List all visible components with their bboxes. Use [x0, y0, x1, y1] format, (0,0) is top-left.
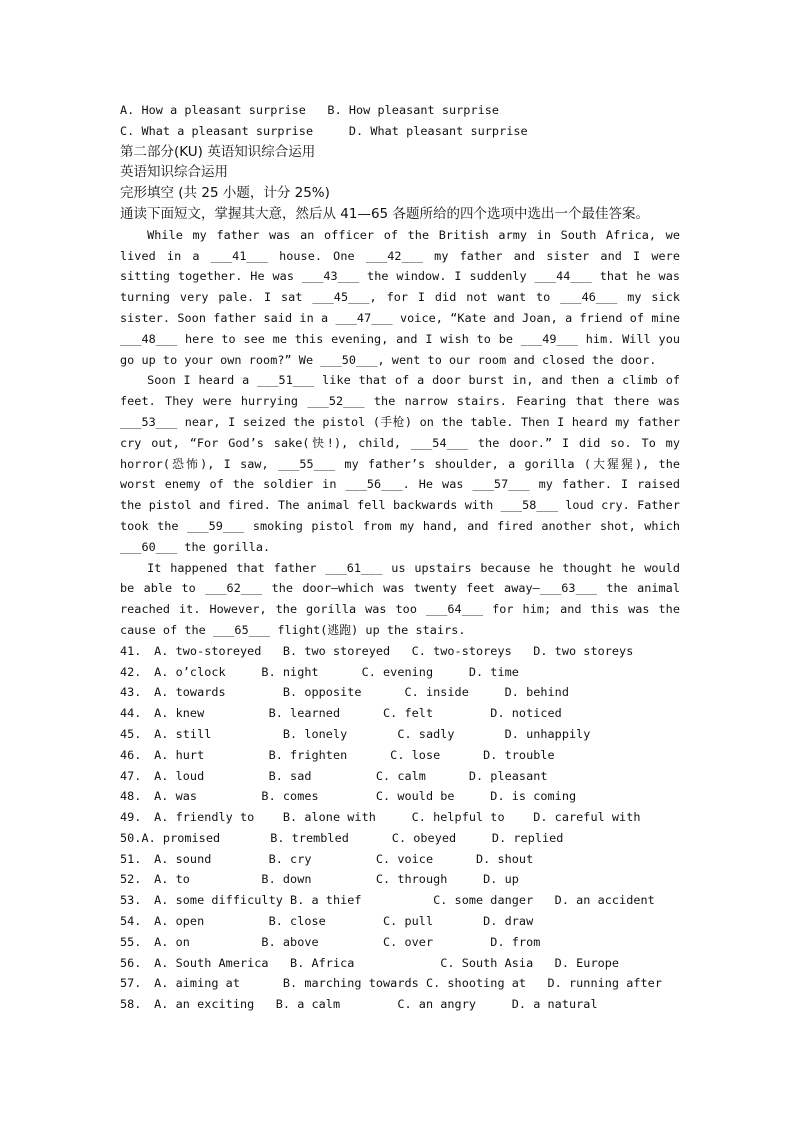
question-row [120, 973, 680, 994]
question-row [120, 641, 680, 662]
question-options: A. to B. down C. through D. up [147, 872, 519, 887]
question-number: 55. [120, 934, 142, 949]
question-options: A. aiming at B. marching towards C. shooting at D. running after [147, 976, 662, 991]
question-row [120, 994, 680, 1015]
exam-page [120, 100, 680, 1015]
question-row [120, 766, 680, 787]
question-number: 45. [120, 726, 142, 741]
passage-paragraph-3: It happened that father ___61___ us upstairs because he thought he would be able to ___62___ the door—which was twenty feet away—___63___ the animal reached it. However, the gorilla was too ___64___ for him; and this was the cause of the ___65___ flight(逃跑) up the stairs. [120, 560, 680, 637]
question-row [120, 724, 680, 745]
cloze-header: 完形填空 (共 25 小题，计分 25%) [120, 185, 330, 202]
question-number: 41. [120, 643, 142, 658]
question-row [120, 890, 680, 911]
question-number: 54. [120, 914, 142, 929]
question-row [120, 703, 680, 724]
question-row [120, 849, 680, 870]
question-row [120, 932, 680, 953]
question-row [120, 869, 680, 890]
question-row [120, 807, 680, 828]
question-row [120, 828, 680, 849]
question-number: 46. [120, 747, 142, 762]
question-number: 49. [120, 810, 142, 825]
section-subtitle: 英语知识综合运用 [120, 164, 228, 181]
top-options-line-1: A. How a pleasant surprise B. How pleasant surprise [120, 103, 500, 117]
question-options: A. hurt B. frighten C. lose D. trouble [147, 747, 555, 762]
question-options: A. promised B. trembled C. obeyed D. replied [141, 830, 564, 845]
passage-paragraph-2: Soon I heard a ___51___ like that of a door burst in, and then a climb of feet. They were hurrying ___52___ the narrow stairs. Fearing that there was ___53___ near, I seized the pistol (手枪) on the table. Then I heard my father cry out, “For God’s sake(快!), child, ___54___ the door.” I did so. To my horror(恐怖), I saw, ___55___ my father’s shoulder, a gorilla (大猩猩), the worst enemy of the soldier in ___56___. He was ___57___ my father. I raised the pistol and fired. The animal fell backwards with ___58___ loud cry. Father took the ___59___ smoking pistol from my hand, and fired another shot, which ___60___ the gorilla. [120, 373, 680, 554]
question-options: A. was B. comes C. would be D. is coming [147, 789, 577, 804]
question-options: A. still B. lonely C. sadly D. unhappily [147, 726, 591, 741]
question-row [120, 662, 680, 683]
question-options: A. South America B. Africa C. South Asia D. Europe [147, 955, 620, 970]
question-options: A. an exciting B. a calm C. an angry D. a natural [147, 997, 598, 1012]
question-options: A. knew B. learned C. felt D. noticed [147, 706, 562, 721]
question-number: 56. [120, 955, 142, 970]
question-options: A. sound B. cry C. voice D. shout [147, 851, 534, 866]
question-number: 57. [120, 976, 142, 991]
question-row [120, 953, 680, 974]
question-options: A. some difficulty B. a thief C. some danger D. an accident [147, 893, 655, 908]
question-number: 43. [120, 685, 142, 700]
question-number: 52. [120, 872, 142, 887]
question-number: 50. [120, 830, 142, 845]
question-row [120, 786, 680, 807]
question-options: A. open B. close C. pull D. draw [147, 914, 534, 929]
question-options: A. on B. above C. over D. from [147, 934, 541, 949]
question-number: 47. [120, 768, 142, 783]
question-row [120, 682, 680, 703]
question-list [120, 641, 680, 1015]
top-options-line-2: C. What a pleasant surprise D. What pleasant surprise [120, 123, 528, 138]
instruction: 通读下面短文，掌握其大意，然后从 41—65 各题所给的四个选项中选出一个最佳答案。 [120, 205, 649, 222]
question-options: A. towards B. opposite C. inside D. behind [147, 685, 569, 700]
question-row [120, 911, 680, 932]
section-title: 第二部分(KU) 英语知识综合运用 [120, 143, 316, 160]
question-number: 42. [120, 664, 142, 679]
question-options: A. friendly to B. alone with C. helpful to D. careful with [147, 810, 641, 825]
question-row [120, 745, 680, 766]
question-options: A. loud B. sad C. calm D. pleasant [147, 768, 548, 783]
question-number: 53. [120, 893, 142, 908]
question-number: 58. [120, 997, 142, 1012]
question-number: 44. [120, 706, 142, 721]
passage-paragraph-1: While my father was an officer of the British army in South Africa, we lived in a ___41___ house. One ___42___ my father and sister and I were sitting together. He was ___43___ the window. I suddenly ___44___ that he was turning very pale. I sat ___45___, for I did not want to ___46___ my sick sister. Soon father said in a ___47___ voice, “Kate and Joan, a friend of mine ___48___ here to see me this evening, and I wish to be ___49___ him. Will you go up to your own room?” We ___50___, went to our room and closed the door. [120, 227, 680, 367]
question-options: A. two-storeyed B. two storeyed C. two-storeys D. two storeys [147, 643, 634, 658]
question-options: A. o’clock B. night C. evening D. time [147, 664, 519, 679]
question-number: 48. [120, 789, 142, 804]
question-number: 51. [120, 851, 142, 866]
